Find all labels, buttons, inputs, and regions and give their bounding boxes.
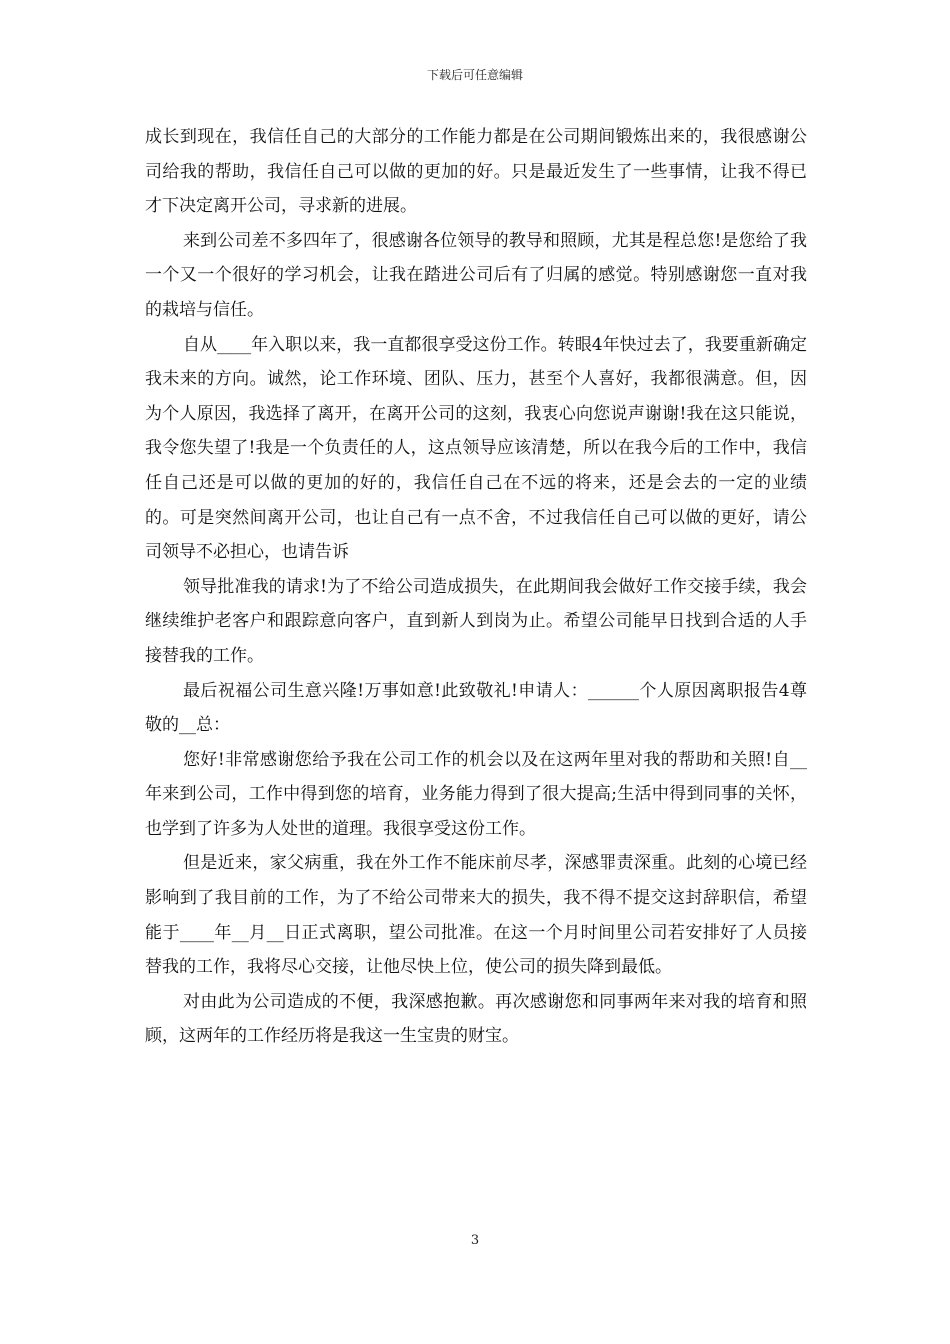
page-header: 下载后可任意编辑 <box>426 68 523 82</box>
paragraph-2: 来到公司差不多四年了，很感谢各位领导的教导和照顾，尤其是程总您!是您给了我一个又一个很好的学习机会，让我在踏进公司后有了归属的感觉。特别感谢您一直对我的栽培与信任。 <box>145 230 807 320</box>
paragraph-8: 对由此为公司造成的不便，我深感抱歉。再次感谢您和同事两年来对我的培育和照顾，这两年的工作经历将是我这一生宝贵的财宝。 <box>145 991 807 1047</box>
paragraph-6: 您好!非常感谢您给予我在公司工作的机会以及在这两年里对我的帮助和关照!自__年来到公司，工作中得到您的培育，业务能力得到了很大提高;生活中得到同事的关怀，也学到了许多为人处世的道理。我很享受这份工作。 <box>145 749 807 839</box>
document-body <box>145 120 807 1054</box>
page-number: 3 <box>470 1233 480 1248</box>
paragraph-5: 最后祝福公司生意兴隆!万事如意!此致敬礼!申请人：______个人原因离职报告4尊敬的__总： <box>145 680 807 736</box>
paragraph-3: 自从____年入职以来，我一直都很享受这份工作。转眼4年快过去了，我要重新确定我未来的方向。诚然，论工作环境、团队、压力，甚至个人喜好，我都很满意。但，因为个人原因，我选择了离开，在离开公司的这刻，我衷心向您说声谢谢!我在这只能说，我令您失望了!我是一个负责任的人，这点领导应该清楚，所以在我今后的工作中，我信任自己还是可以做的更加的好的，我信任自己在不远的将来，还是会去的一定的业绩的。可是突然间离开公司，也让自己有一点不舍，不过我信任自己可以做的更好，请公司领导不必担心，也请告诉 <box>145 334 807 563</box>
paragraph-4: 领导批准我的请求!为了不给公司造成损失，在此期间我会做好工作交接手续，我会继续维护老客户和跟踪意向客户，直到新人到岗为止。希望公司能早日找到合适的人手接替我的工作。 <box>145 576 807 666</box>
paragraph-7: 但是近来，家父病重，我在外工作不能床前尽孝，深感罪责深重。此刻的心境已经影响到了我目前的工作，为了不给公司带来大的损失，我不得不提交这封辞职信，希望能于____年__月__日正式离职，望公司批准。在这一个月时间里公司若安排好了人员接替我的工作，我将尽心交接，让他尽快上位，使公司的损失降到最低。 <box>145 853 807 978</box>
paragraph-1: 成长到现在，我信任自己的大部分的工作能力都是在公司期间锻炼出来的，我很感谢公司给我的帮助，我信任自己可以做的更加的好。只是最近发生了一些事情，让我不得已才下决定离开公司，寻求新的进展。 <box>145 127 807 217</box>
